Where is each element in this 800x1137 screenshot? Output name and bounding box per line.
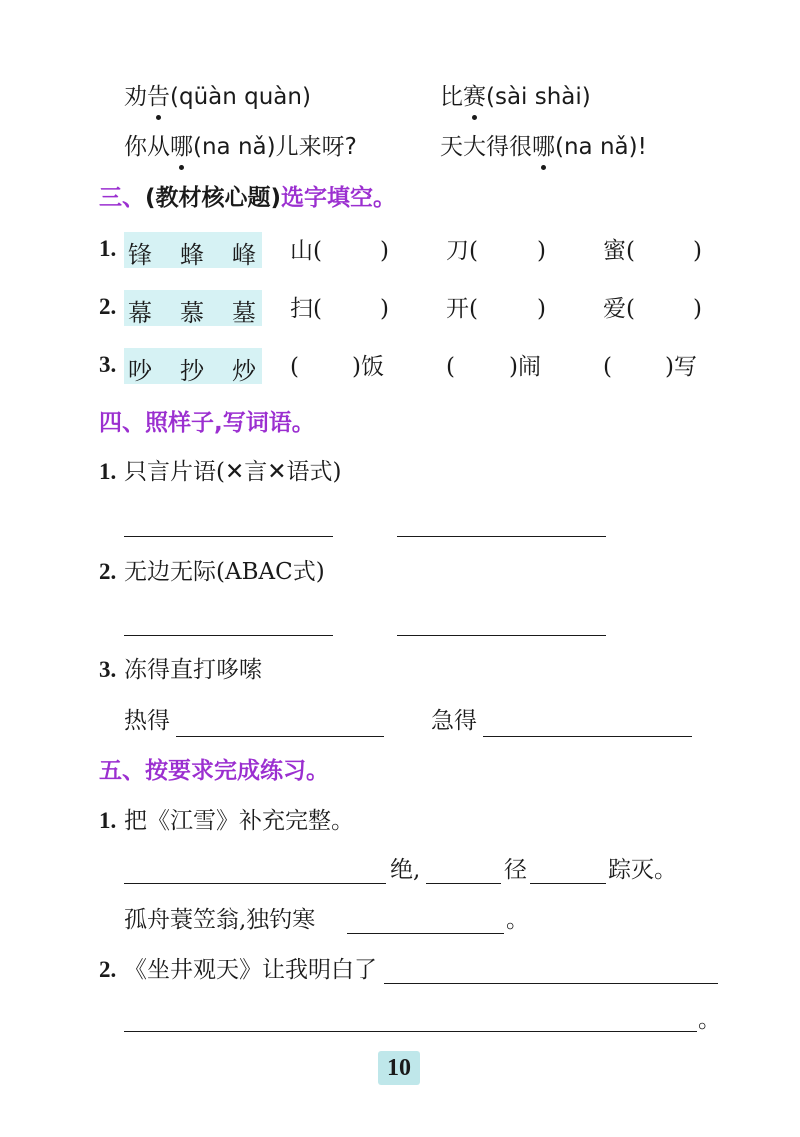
s4-q3-right-label: 急得: [431, 708, 477, 734]
page-number: 10: [387, 1055, 411, 1081]
answer-line[interactable]: [384, 983, 718, 984]
s3-row1-number: 1.: [99, 236, 117, 261]
s3-row3-number: 3.: [99, 352, 117, 377]
fill-blank-open: 蜜(: [603, 238, 635, 264]
section-3-prefix: 三、: [99, 185, 145, 211]
fill-blank-open: 山(: [290, 238, 322, 264]
answer-line[interactable]: [124, 536, 333, 537]
fill-blank-open: 刀(: [446, 238, 478, 264]
char-option: 蜂: [180, 241, 204, 269]
char-option: 锋: [128, 241, 152, 269]
char-option: 炒: [232, 357, 256, 385]
answer-line[interactable]: [176, 736, 384, 737]
pinyin-options: (sài shài): [486, 84, 591, 110]
s3-row2-char-chip: [124, 290, 262, 326]
fill-blank-open: 开(: [446, 296, 478, 322]
s3-row1-char-chip: [124, 232, 262, 268]
s4-q2-text: 无边无际(ABAC式): [124, 559, 325, 585]
pinyin-text: 你从: [124, 134, 170, 160]
fill-blank-open: (: [290, 354, 299, 380]
pinyin-text: 比: [440, 84, 463, 110]
s4-q1-number: 1.: [99, 459, 117, 484]
fill-blank-close: ): [380, 238, 389, 264]
answer-line[interactable]: [124, 883, 386, 884]
answer-line[interactable]: [124, 1031, 697, 1032]
pinyin-options: (na nǎ)儿来呀?: [193, 134, 357, 160]
answer-line[interactable]: [124, 635, 333, 636]
answer-line[interactable]: [397, 536, 606, 537]
s4-q2-number: 2.: [99, 559, 117, 584]
s3-row3-char-chip: [124, 348, 262, 384]
pinyin-options: (na nǎ)!: [555, 134, 647, 160]
char-option: 墓: [232, 299, 256, 327]
poem-jing: 径: [504, 857, 527, 883]
s5-q2-number: 2.: [99, 957, 117, 982]
s5-q2-end: 。: [698, 1007, 721, 1033]
s5-q1-number: 1.: [99, 808, 117, 833]
answer-line[interactable]: [530, 883, 606, 884]
answer-line[interactable]: [397, 635, 606, 636]
s5-q2-text: 《坐井观天》让我明白了: [124, 957, 377, 983]
poem-line2: 孤舟蓑笠翁,独钓寒: [124, 907, 316, 933]
section-3-title: [99, 183, 396, 213]
s3-row2-number: 2.: [99, 294, 117, 319]
poem-end: 。: [506, 907, 529, 933]
fill-blank-close: ): [537, 296, 546, 322]
fill-blank-close: )闹: [509, 354, 541, 380]
dotted-char: 赛: [463, 84, 486, 110]
fill-blank-open: 扫(: [290, 296, 322, 322]
fill-blank-close: ): [380, 296, 389, 322]
dotted-char: 哪: [170, 134, 193, 160]
dotted-char: 哪: [532, 134, 555, 160]
pinyin-item-bisai: [440, 82, 591, 112]
s4-q3-number: 3.: [99, 657, 117, 682]
fill-blank-close: ): [693, 296, 702, 322]
fill-blank-close: )饭: [352, 354, 384, 380]
pinyin-options: (qüàn quàn): [170, 84, 311, 110]
fill-blank-close: ): [693, 238, 702, 264]
fill-blank-close: ): [537, 238, 546, 264]
section-5-title: 五、按要求完成练习。: [99, 758, 329, 784]
pinyin-text: 天大得很: [440, 134, 532, 160]
dotted-char: 告: [147, 84, 170, 110]
answer-line[interactable]: [483, 736, 692, 737]
answer-line[interactable]: [426, 883, 501, 884]
fill-blank-open: (: [603, 354, 612, 380]
char-option: 慕: [180, 299, 204, 327]
fill-blank-open: 爱(: [603, 296, 635, 322]
char-option: 抄: [180, 357, 204, 385]
pinyin-item-nicongna: [124, 132, 357, 162]
s4-q1-text: 只言片语(✕言✕语式): [124, 459, 342, 485]
pinyin-item-quangao: [124, 82, 311, 112]
section-3-paren: (教材核心题): [145, 185, 282, 211]
char-option: 峰: [232, 241, 256, 269]
fill-blank-open: (: [446, 354, 455, 380]
poem-zong: 踪灭。: [608, 857, 677, 883]
fill-blank-close: )写: [665, 354, 697, 380]
char-option: 吵: [128, 357, 152, 385]
s4-q3-text: 冻得直打哆嗦: [124, 657, 262, 683]
s5-q1-text: 把《江雪》补充完整。: [124, 808, 354, 834]
section-4-title: 四、照样子,写词语。: [99, 410, 315, 436]
char-option: 幕: [128, 299, 152, 327]
answer-line[interactable]: [347, 933, 504, 934]
pinyin-text: 劝: [124, 84, 147, 110]
s4-q3-left-label: 热得: [124, 708, 170, 734]
poem-jue: 绝,: [390, 857, 421, 883]
pinyin-item-tianda: [440, 132, 647, 162]
section-3-main: 选字填空。: [281, 185, 397, 211]
